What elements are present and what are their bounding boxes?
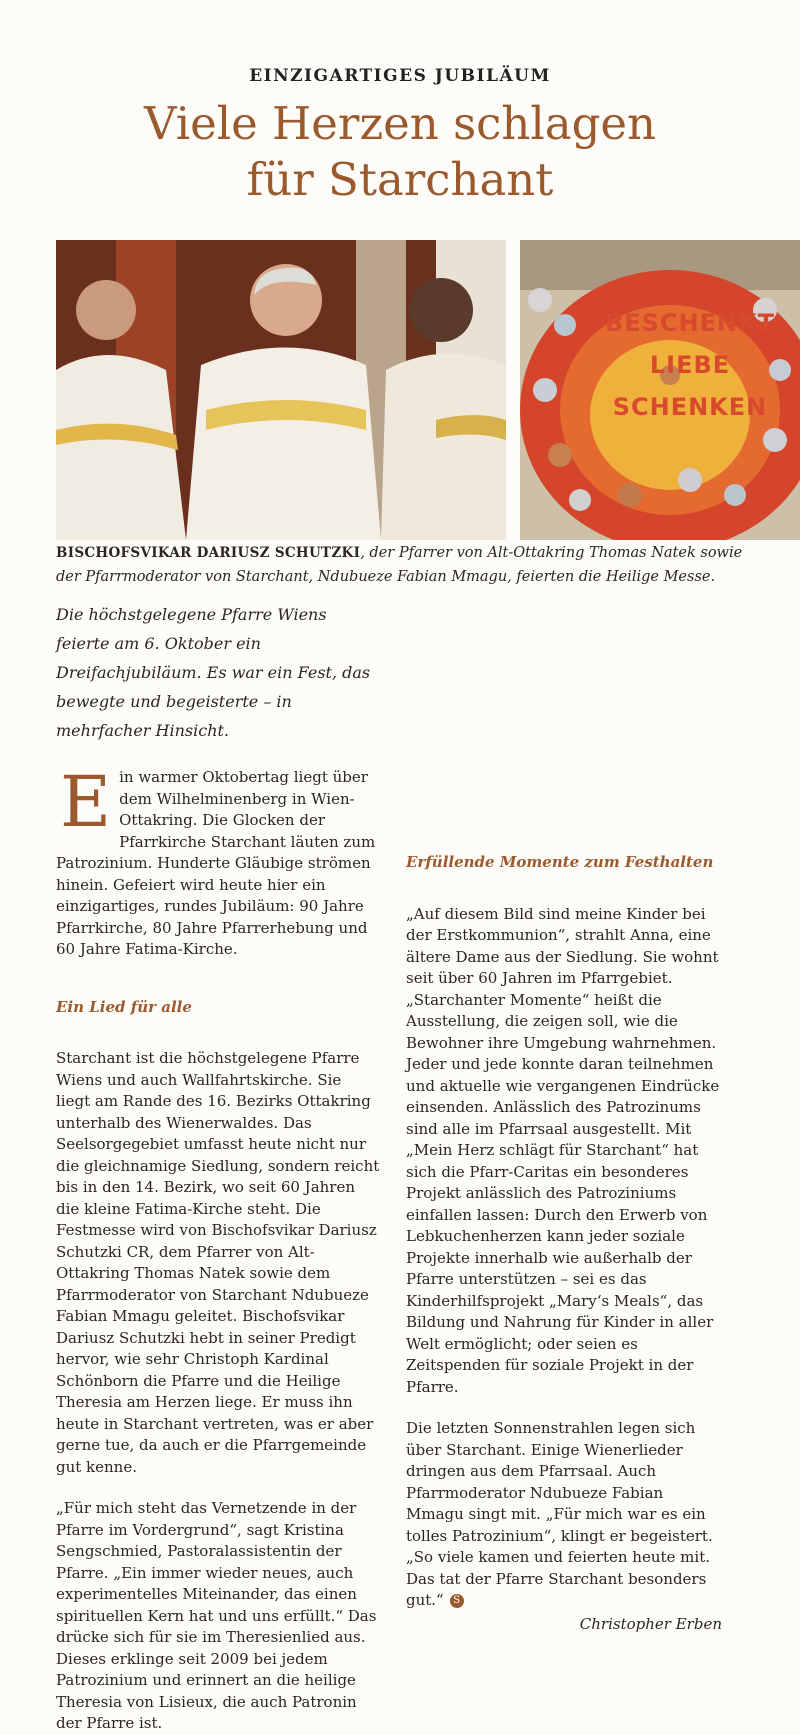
priests-illustration <box>56 240 506 540</box>
column-left <box>56 600 380 1735</box>
headline-line-2: für Starchant <box>246 153 554 206</box>
article-kicker: EINZIGARTIGES JUBILÄUM <box>249 66 551 86</box>
banner-line-2: LIEBE <box>649 351 731 379</box>
article-intro: Die höchstgelegene Pfarre Wiens feierte am 6. Oktober ein Dreifachjubiläum. Es war ein Fest, das bewegte und begeisterte – in mehrfacher Hinsicht. <box>56 605 371 740</box>
author-name: Christopher Erben <box>579 1614 722 1633</box>
paragraph-5 <box>406 1418 722 1612</box>
paragraph-1-text: in warmer Oktobertag liegt über dem Wilhelminenberg in Wien-Ottakring. Die Glocken der Pfarrkirche Starchant läuten zum Patrozinium. Hunderte Gläubige strömen hinein. Gefeiert wird heute hier ein einzigartiges, rundes Jubiläum: 90 Jahre Pfarrkirche, 80 Jahre Pfarrerhebung und 60 Jahre Fatima-Kirche. <box>56 768 376 958</box>
subheading-2: Erfüllende Momente zum Festhalten <box>406 853 714 871</box>
paragraph-5-text: Die letzten Sonnenstrahlen legen sich über Starchant. Einige Wienerlieder dringen aus dem Pfarrsaal. Auch Pfarrmoderator Ndubueze Fabian Mmagu singt mit. „Für mich war es ein tolles Patrozinium“, klingt er begeistert. „So viele kamen und feierten heute mit. Das tat der Pfarre Starchant besonders gut.“ <box>406 1419 713 1609</box>
headline-line-1: Viele Herzen schlagen <box>144 97 656 150</box>
photo-caption <box>56 541 746 589</box>
drop-cap: E <box>60 761 112 843</box>
caption-text: , der Pfarrer von Alt-Ottakring Thomas Natek sowie der Pfarrmoderator von Starchant, Ndubueze Fabian Mmagu, feierten die Heilige Messe. <box>56 545 743 585</box>
photo-banner <box>520 240 800 540</box>
paragraph-3: „Für mich steht das Vernetzende in der Pfarre im Vordergrund“, sagt Kristina Sengschmied, Pastoralassistentin der Pfarre. „Ein immer wieder neues, auch experimentelles Miteinander, das einen spirituellen Kern hat und uns erfüllt.“ Das drücke sich für sie im Theresienlied aus. Dieses erklinge seit 2009 bei jedem Patrozinium und erinnert an die heilige Theresia von Lisieux, die auch Patronin der Pfarre ist. <box>56 1499 377 1732</box>
banner-text <box>580 302 800 428</box>
banner-line-3: SCHENKEN <box>612 393 768 421</box>
subheading-1: Ein Lied für alle <box>56 997 192 1016</box>
paragraph-2: Starchant ist die höchstgelegene Pfarre Wiens und auch Wallfahrtskirche. Sie liegt am Rande des 16. Bezirks Ottakring unterhalb des Wienerwaldes. Das Seelsorgegebiet umfasst heute nicht nur die gleichnamige Siedlung, sondern reicht bis in den 14. Bezirk, wo seit 60 Jahren die kleine Fatima-Kirche steht. Die Festmesse wird von Bischofsvikar Dariusz Schutzki CR, dem Pfarrer von Alt-Ottakring Thomas Natek sowie dem Pfarrmoderator von Starchant Ndubueze Fabian Mmagu geleitet. Bischofsvikar Dariusz Schutzki hebt in seiner Predigt hervor, wie sehr Christoph Kardinal Schönborn die Pfarre und die Heilige Theresia am Herzen liege. Er muss ihn heute in Starchant vertreten, was er aber gerne tue, da auch er die Pfarrgemeinde gut kenne. <box>56 1049 380 1476</box>
paragraph-1 <box>56 761 380 961</box>
banner-line-1: BESCHENKT <box>604 309 776 337</box>
article-headline <box>0 96 800 208</box>
caption-lead: BISCHOFSVIKAR DARIUSZ SCHUTZKI <box>56 545 361 561</box>
column-right <box>406 852 722 1635</box>
paragraph-4: „Auf diesem Bild sind meine Kinder bei der Erstkommunion“, strahlt Anna, eine ältere Dame aus der Siedlung. Sie wohnt seit über 60 Jahren im Pfarrgebiet. „Starchanter Momente“ heißt die Ausstellung, die zeigen soll, wie die Bewohner ihre Umgebung wahrnehmen. Jeder und jede konnte daran teilnehmen und aktuelle wie vergangenen Eindrücke einsenden. Anlässlich des Patrozinums sind alle im Pfarrsaal ausgestellt. Mit „Mein Herz schlägt für Starchant“ hat sich die Pfarr-Caritas ein besonderes Projekt anlässlich des Patroziniums einfallen lassen: Durch den Erwerb von Lebkuchenherzen kann jeder soziale Projekte innerhalb wie außerhalb der Pfarre unterstützen – sei es das Kinderhilfsprojekt „Mary‘s Meals“, das Bildung und Nahrung für Kinder in aller Welt ermöglicht; oder seien es Zeitspenden für soziale Projekt in der Pfarre. <box>406 904 720 1396</box>
photo-priests <box>56 240 506 540</box>
end-mark-icon: S <box>450 1594 464 1608</box>
